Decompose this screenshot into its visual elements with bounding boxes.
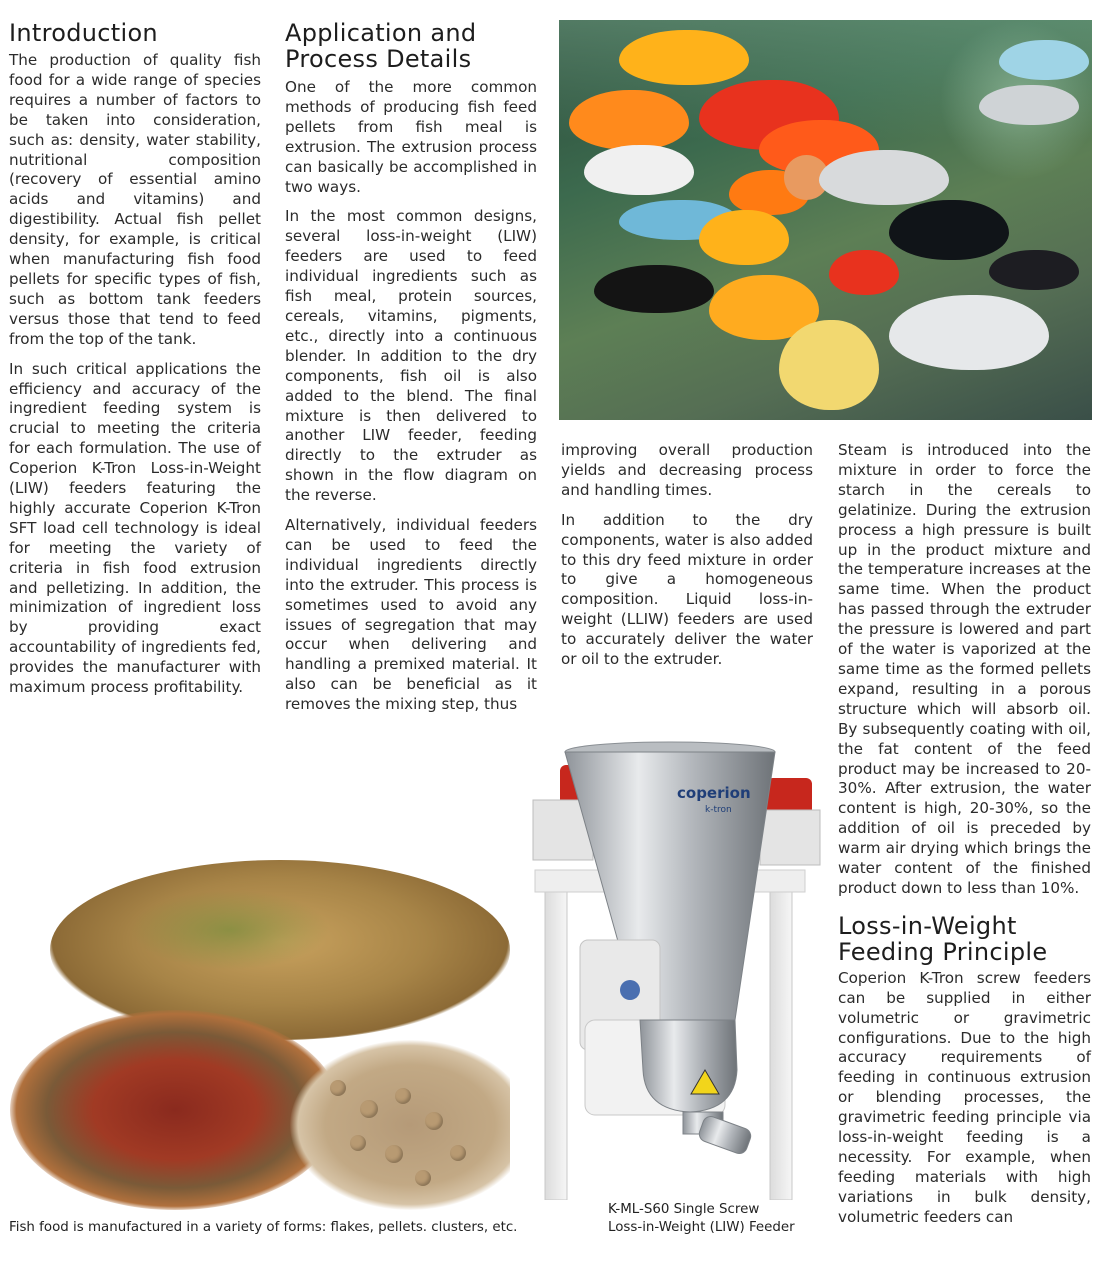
feeder-photo xyxy=(505,740,835,1200)
liw-heading-line2: Feeding Principle xyxy=(838,937,1048,966)
application-paragraph-2: In the most common designs, several loss-in-weight (LIW) feeders are used to feed individual ingredients such as fish meal, protein sources, cereals, vitamins, pigments, etc., directly into a continuous blender. In addition to the dry components, fish oil is also added to the blend. The final mixture is then delivered to another LIW feeder, feeding directly to the extruder as shown in the flow diagram on the reverse. xyxy=(285,207,537,505)
column-3-paragraph-1: improving overall production yields and decreasing process and handling times. xyxy=(561,441,813,499)
ktron-logo: k-tron xyxy=(705,805,732,815)
application-paragraph-3: Alternatively, individual feeders can be used to feed the individual ingredients directly into the extruder. This process is sometimes used to avoid any issues of segregation that may occur when delivering and handling a premixed material. It also can be beneficial as it removes the mixing step, thus xyxy=(285,516,537,714)
application-heading-line2: Process Details xyxy=(285,45,472,73)
application-column xyxy=(285,20,537,725)
column-3-paragraph-2: In addition to the dry components, water is also added to this dry feed mixture in order to give a homogeneous composition. Liquid loss-in-weight (LLIW) feeders are used to accurately deliver the water or oil to the extruder. xyxy=(561,510,813,669)
liw-heading-line1: Loss-in-Weight xyxy=(838,911,1017,940)
feeder-caption-line2: Loss-in-Weight (LIW) Feeder xyxy=(608,1220,795,1235)
application-heading xyxy=(285,20,537,72)
column-3 xyxy=(561,441,813,680)
application-heading-line1: Application and xyxy=(285,19,477,47)
feeder-illustration xyxy=(505,740,835,1200)
fish-food-photo xyxy=(10,850,510,1210)
intro-paragraph-2: In such critical applications the efficiency and accuracy of the ingredient feeding system is crucial to meeting the criteria for each formulation. The use of Coperion K-Tron Loss-in-Weight (LIW) feeders featuring the highly accurate Coperion K-Tron SFT load cell technology is ideal for meeting the variety of criteria in fish food extrusion and pelletizing. In addition, the minimization of ingredient loss by providing exact accountability of ingredients fed, provides the manufacturer with maximum process profitability. xyxy=(9,359,261,697)
aquarium-fish-photo xyxy=(559,20,1092,420)
intro-paragraph-1: The production of quality fish food for a wide range of species requires a number of factors to be taken into consideration, such as: density, water stability, nutritional composition (recovery of essential amino acids and vitamins) and digestibility. Actual fish pellet density, for example, is critical when manufacturing fish food pellets for specific types of fish, such as bottom tank feeders versus those that tend to feed from the top of the tank. xyxy=(9,51,261,348)
feeder-caption-line1: K-ML-S60 Single Screw xyxy=(608,1202,760,1217)
liw-heading xyxy=(838,913,1091,965)
application-paragraph-1: One of the more common methods of producing fish feed pellets from fish meal is extrusion. The extrusion process can basically be accomplished in two ways. xyxy=(285,78,537,196)
intro-column xyxy=(9,20,261,708)
food-caption: Fish food is manufactured in a variety of forms: flakes, pellets. clusters, etc. xyxy=(9,1220,518,1235)
intro-heading: Introduction xyxy=(9,19,158,47)
feeder-caption xyxy=(608,1201,828,1237)
column-4-paragraph-1: Steam is introduced into the mixture in order to force the starch in the cereals to gelatinize. During the extrusion process a high pressure is built up in the product mixture and the temperature increases at the same time. When the product has passed through the extruder the pressure is lowered and part of the water is vaporized at the same time as the formed pellets expand, resulting in a porous structure which will absorb oil. By subsequently coating with oil, the fat content of the feed product may be increased to 20-30%. After extrusion, the water content is high, 20-30%, so the addition of oil is preceded by warm air drying which brings the water content of the finished product down to less than 10%. xyxy=(838,441,1091,897)
liw-paragraph: Coperion K-Tron screw feeders can be supplied in either volumetric or gravimetric configurations. Due to the high accuracy requirements of feeding in continuous extrusion or blending processes, the gravimetric feeding principle via loss-in-weight feeding is a necessity. For example, when feeding materials with high variations in bulk density, volumetric feeders can xyxy=(838,968,1091,1226)
column-4 xyxy=(838,441,1091,1238)
coperion-logo: coperion xyxy=(677,784,751,802)
